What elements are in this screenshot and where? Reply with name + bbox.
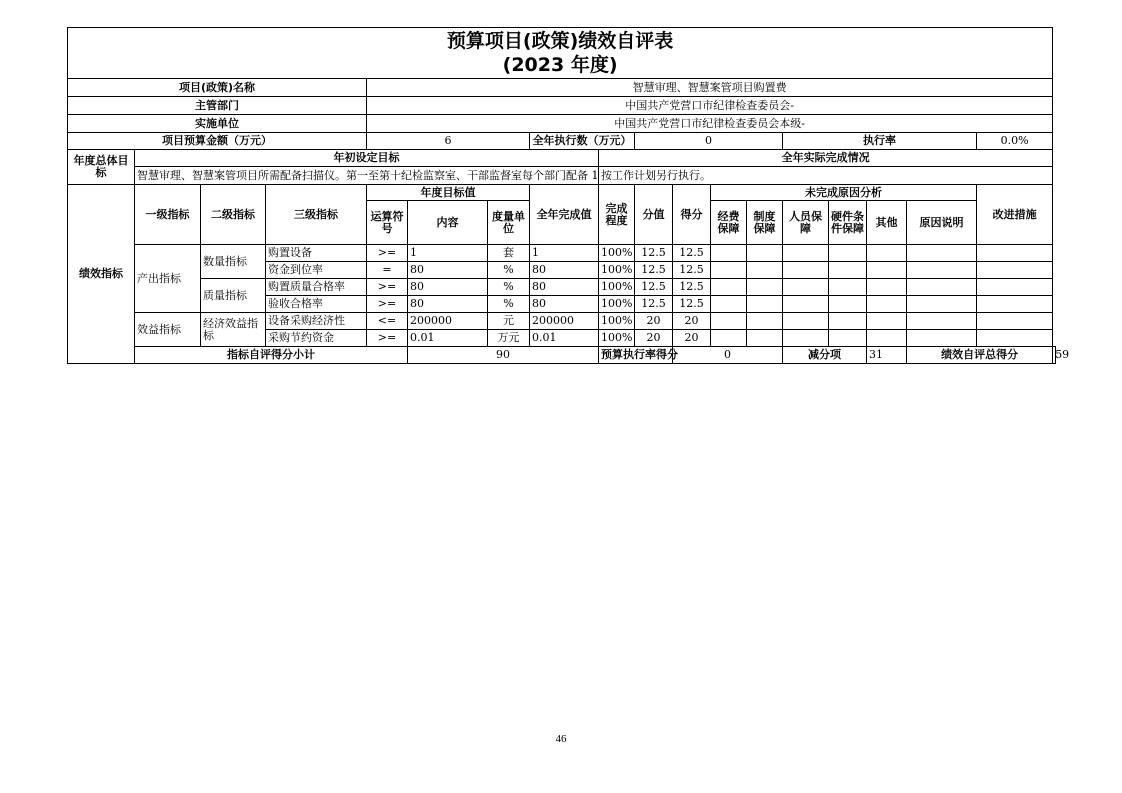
annual-goal-row-label: 年度总体目标 <box>68 150 135 185</box>
header-level1: 一级指标 <box>135 185 201 245</box>
empty-cell <box>907 262 977 279</box>
page-subtitle: (2023 年度) <box>502 54 618 76</box>
indicator-degree: 100% <box>599 296 635 313</box>
group-economic: 经济效益指标 <box>201 313 266 347</box>
header-operator: 运算符号 <box>367 201 408 245</box>
empty-cell <box>829 313 867 330</box>
indicator-completed: 80 <box>530 279 599 296</box>
actual-completion-text: 按工作计划另行执行。 <box>599 167 1053 185</box>
indicator-completed: 1 <box>530 245 599 262</box>
title-block <box>68 28 1053 79</box>
indicator-content: 80 <box>408 296 488 313</box>
indicator-unit: % <box>488 296 530 313</box>
empty-cell <box>747 313 783 330</box>
page-title: 预算项目(政策)绩效自评表 <box>446 30 674 52</box>
indicator-degree: 100% <box>599 330 635 347</box>
empty-cell <box>977 279 1053 296</box>
empty-cell <box>907 313 977 330</box>
indicator-unit: % <box>488 279 530 296</box>
empty-cell <box>783 245 829 262</box>
indicator-score: 12.5 <box>673 279 711 296</box>
group-output: 产出指标 <box>135 245 201 313</box>
implementing-unit-value: 中国共产党营口市纪律检查委员会本级- <box>367 115 1053 133</box>
empty-cell <box>977 313 1053 330</box>
header-reason-other: 其他 <box>867 201 907 245</box>
evaluation-table <box>67 27 1070 364</box>
indicator-score-value: 12.5 <box>635 245 673 262</box>
header-improve: 改进措施 <box>977 185 1053 245</box>
budget-amount-label: 项目预算金额（万元） <box>68 133 367 150</box>
implementing-unit-label: 实施单位 <box>68 115 367 133</box>
header-reason-desc: 原因说明 <box>907 201 977 245</box>
empty-cell <box>829 296 867 313</box>
indicator-score: 20 <box>673 330 711 347</box>
indicator-score-value: 20 <box>635 313 673 330</box>
indicator-content: 200000 <box>408 313 488 330</box>
self-evaluation-sheet <box>67 27 1070 364</box>
budget-score-value: 0 <box>673 347 783 364</box>
actual-completion-header: 全年实际完成情况 <box>599 150 1053 167</box>
indicator-operator: = <box>367 262 408 279</box>
indicator-operator: >= <box>367 279 408 296</box>
indicator-operator: >= <box>367 296 408 313</box>
total-score-value: 59 <box>1053 347 1056 364</box>
indicator-name: 资金到位率 <box>266 262 367 279</box>
indicator-name: 采购节约资金 <box>266 330 367 347</box>
annual-execution-label: 全年执行数（万元） <box>530 133 635 150</box>
indicator-score: 12.5 <box>673 245 711 262</box>
indicator-degree: 100% <box>599 313 635 330</box>
indicator-degree: 100% <box>599 279 635 296</box>
header-level3: 三级指标 <box>266 185 367 245</box>
indicator-unit: 套 <box>488 245 530 262</box>
execution-rate-label: 执行率 <box>783 133 977 150</box>
table-row <box>68 245 1056 262</box>
header-content: 内容 <box>408 201 488 245</box>
indicator-content: 0.01 <box>408 330 488 347</box>
empty-cell <box>867 245 907 262</box>
empty-cell <box>711 330 747 347</box>
empty-cell <box>711 245 747 262</box>
indicator-score: 20 <box>673 313 711 330</box>
header-annual-target: 年度目标值 <box>367 185 530 201</box>
indicator-unit: % <box>488 262 530 279</box>
group-quality: 质量指标 <box>201 279 266 313</box>
indicator-name: 购置设备 <box>266 245 367 262</box>
empty-cell <box>867 330 907 347</box>
indicator-unit: 万元 <box>488 330 530 347</box>
indicator-operator: >= <box>367 330 408 347</box>
indicator-content: 80 <box>408 279 488 296</box>
deduction-value: 31 <box>867 347 907 364</box>
group-quantity: 数量指标 <box>201 245 266 279</box>
indicator-degree: 100% <box>599 245 635 262</box>
empty-cell <box>747 279 783 296</box>
header-reason-system: 制度保障 <box>747 201 783 245</box>
empty-cell <box>829 330 867 347</box>
empty-cell <box>977 330 1053 347</box>
empty-cell <box>867 296 907 313</box>
empty-cell <box>711 296 747 313</box>
subtotal-label: 指标自评得分小计 <box>135 347 408 364</box>
header-degree: 完成程度 <box>599 185 635 245</box>
indicator-degree: 100% <box>599 262 635 279</box>
deduction-label: 减分项 <box>783 347 867 364</box>
header-reason-funding: 经费保障 <box>711 201 747 245</box>
indicator-completed: 0.01 <box>530 330 599 347</box>
execution-rate-value: 0.0% <box>977 133 1053 150</box>
empty-cell <box>907 279 977 296</box>
empty-cell <box>783 330 829 347</box>
empty-cell <box>783 313 829 330</box>
empty-cell <box>907 330 977 347</box>
indicator-completed: 80 <box>530 262 599 279</box>
department-label: 主管部门 <box>68 97 367 115</box>
empty-cell <box>747 296 783 313</box>
indicator-content: 80 <box>408 262 488 279</box>
table-row <box>68 279 1056 296</box>
empty-cell <box>747 245 783 262</box>
subtotal-value: 90 <box>408 347 599 364</box>
header-reason-group: 未完成原因分析 <box>711 185 977 201</box>
indicator-score: 12.5 <box>673 262 711 279</box>
indicator-score-value: 12.5 <box>635 262 673 279</box>
empty-cell <box>867 262 907 279</box>
header-score-value: 分值 <box>635 185 673 245</box>
header-unit: 度量单位 <box>488 201 530 245</box>
budget-amount-value: 6 <box>367 133 530 150</box>
empty-cell <box>747 330 783 347</box>
initial-goal-header: 年初设定目标 <box>135 150 599 167</box>
empty-cell <box>783 262 829 279</box>
empty-cell <box>977 245 1053 262</box>
empty-cell <box>977 262 1053 279</box>
initial-goal-text: 智慧审理、智慧案管项目所需配备扫描仪。第一至第十纪检监察室、干部监督室每个部门配备 1 <box>135 167 599 185</box>
empty-cell <box>783 296 829 313</box>
group-benefit: 效益指标 <box>135 313 201 347</box>
empty-cell <box>867 279 907 296</box>
empty-cell <box>829 245 867 262</box>
empty-cell <box>783 279 829 296</box>
performance-indicator-label: 绩效指标 <box>68 185 135 364</box>
indicator-score: 12.5 <box>673 296 711 313</box>
empty-cell <box>977 296 1053 313</box>
empty-cell <box>907 296 977 313</box>
indicator-score-value: 20 <box>635 330 673 347</box>
header-completed: 全年完成值 <box>530 185 599 245</box>
total-score-label: 绩效自评总得分 <box>907 347 1053 364</box>
indicator-completed: 80 <box>530 296 599 313</box>
empty-cell <box>711 279 747 296</box>
budget-score-label: 预算执行率得分 <box>599 347 673 364</box>
indicator-name: 验收合格率 <box>266 296 367 313</box>
empty-cell <box>829 262 867 279</box>
indicator-operator: <= <box>367 313 408 330</box>
header-score: 得分 <box>673 185 711 245</box>
empty-cell <box>747 262 783 279</box>
empty-cell <box>907 245 977 262</box>
indicator-unit: 元 <box>488 313 530 330</box>
project-name-label: 项目(政策)名称 <box>68 79 367 97</box>
project-name-value: 智慧审理、智慧案管项目购置费 <box>367 79 1053 97</box>
annual-execution-value: 0 <box>635 133 783 150</box>
header-level2: 二级指标 <box>201 185 266 245</box>
indicator-content: 1 <box>408 245 488 262</box>
header-reason-staff: 人员保障 <box>783 201 829 245</box>
department-value: 中国共产党营口市纪律检查委员会- <box>367 97 1053 115</box>
empty-cell <box>711 313 747 330</box>
indicator-score-value: 12.5 <box>635 279 673 296</box>
indicator-operator: >= <box>367 245 408 262</box>
empty-cell <box>867 313 907 330</box>
indicator-score-value: 12.5 <box>635 296 673 313</box>
indicator-name: 设备采购经济性 <box>266 313 367 330</box>
empty-cell <box>829 279 867 296</box>
header-reason-hardware: 硬件条件保障 <box>829 201 867 245</box>
empty-cell <box>711 262 747 279</box>
table-row <box>68 313 1056 330</box>
indicator-completed: 200000 <box>530 313 599 330</box>
indicator-name: 购置质量合格率 <box>266 279 367 296</box>
page-number: 46 <box>555 733 567 745</box>
